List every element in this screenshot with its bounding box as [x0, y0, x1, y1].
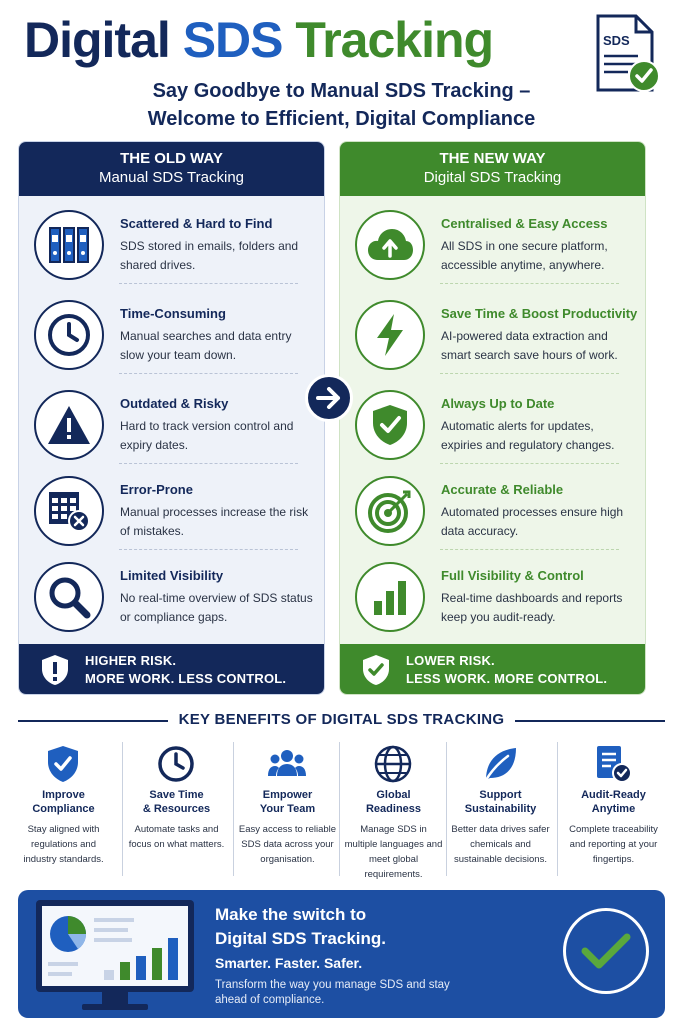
item-desc: AI-powered data extraction and smart search save hours of work.: [441, 329, 618, 362]
spreadsheet-error-icon: [34, 476, 104, 546]
shield-check-icon: [355, 390, 425, 460]
benefit-title: [10, 788, 117, 816]
old-way-panel: [18, 141, 325, 695]
cta-description: Transform the way you manage SDS and stay ahead of compliance.: [215, 979, 450, 1006]
item-desc: Manual searches and data entry slow your team down.: [120, 329, 292, 362]
page-title: [24, 10, 493, 70]
cta-line-1: Make the switch to: [215, 905, 367, 924]
item-title: Save Time & Boost Productivity: [441, 306, 638, 321]
lightning-icon: [355, 300, 425, 370]
subtitle-line-1: Say Goodbye to Manual SDS Tracking –: [152, 80, 531, 102]
team-icon: [267, 744, 307, 784]
dashboard-monitor-icon: [34, 898, 196, 1014]
benefit-title-line-2: Readiness: [365, 803, 422, 815]
binders-icon: [34, 210, 104, 280]
old-way-header: [19, 142, 324, 196]
item-title: Time-Consuming: [120, 306, 226, 321]
divider: [119, 373, 298, 374]
leaf-icon: [480, 744, 520, 784]
old-way-subheading: Manual SDS Tracking: [98, 169, 245, 186]
old-way-footer: [19, 644, 325, 694]
benefit-title-line-2: Your Team: [259, 803, 316, 815]
benefit-title-line-1: Audit-Ready: [581, 789, 646, 801]
new-way-item: [340, 198, 646, 284]
item-title: Outdated & Risky: [120, 396, 229, 411]
benefit-divider: [557, 742, 558, 876]
item-desc: Real-time dashboards and reports keep you audit-ready.: [441, 591, 623, 624]
shield-warning-icon: [39, 653, 71, 687]
benefit-title: [447, 788, 554, 816]
item-desc: Manual processes increase the risk of mistakes.: [120, 505, 309, 538]
benefits-title: KEY BENEFITS OF DIGITAL SDS TRACKING: [178, 711, 505, 728]
benefit-item: [234, 740, 341, 880]
logo-label: SDS: [603, 33, 630, 48]
item-title: Accurate & Reliable: [441, 482, 564, 497]
old-way-heading: THE OLD WAY: [120, 150, 223, 167]
item-title: Full Visibility & Control: [441, 568, 584, 583]
new-way-header: [340, 142, 645, 196]
magnifier-icon: [34, 562, 104, 632]
cloud-upload-icon: [355, 210, 425, 280]
item-title: Error-Prone: [120, 482, 193, 497]
benefit-desc: Automate tasks and focus on what matters.: [128, 824, 225, 850]
document-check-icon: [593, 744, 633, 784]
shield-check-icon: [43, 744, 83, 784]
benefit-item: [447, 740, 554, 880]
item-title: Always Up to Date: [441, 396, 555, 411]
new-way-item: [340, 378, 646, 464]
item-title: Limited Visibility: [120, 568, 224, 583]
clock-icon: [34, 300, 104, 370]
divider: [440, 373, 619, 374]
benefit-title-line-1: Save Time: [149, 789, 204, 801]
footer-line-1: HIGHER RISK.: [85, 653, 177, 668]
title-digital: Digital: [24, 12, 170, 68]
clock-icon: [156, 744, 196, 784]
old-way-item: [19, 198, 325, 284]
benefit-title-line-1: Empower: [262, 789, 313, 801]
benefit-title: [340, 788, 447, 816]
divider: [440, 283, 619, 284]
divider: [119, 283, 298, 284]
new-way-item: [340, 550, 646, 636]
title-sds: SDS: [182, 12, 283, 68]
benefit-desc: Easy access to reliable SDS data across your organisation.: [238, 824, 337, 865]
arrow-right-icon: [305, 374, 353, 422]
benefit-title-line-2: Compliance: [32, 803, 95, 815]
footer-line-2: LESS WORK. MORE CONTROL.: [406, 671, 608, 686]
benefit-item: [340, 740, 447, 880]
benefit-title: [234, 788, 341, 816]
benefit-title: [560, 788, 667, 816]
item-desc: Hard to track version control and expiry dates.: [120, 419, 294, 452]
benefit-title-line-2: Anytime: [591, 803, 636, 815]
item-desc: All SDS in one secure platform, accessible anytime, anywhere.: [441, 239, 608, 272]
footer-line-2: MORE WORK. LESS CONTROL.: [85, 671, 287, 686]
old-way-item: [19, 550, 325, 636]
benefit-title: [123, 788, 230, 816]
target-icon: [355, 476, 425, 546]
item-desc: SDS stored in emails, folders and shared drives.: [120, 239, 299, 272]
bar-chart-icon: [355, 562, 425, 632]
benefit-item: [560, 740, 667, 880]
old-way-item: [19, 378, 325, 464]
item-title: Scattered & Hard to Find: [120, 216, 273, 231]
benefit-title-line-2: Sustainability: [464, 803, 537, 815]
cta-banner: [18, 890, 665, 1018]
item-title: Centralised & Easy Access: [441, 216, 608, 231]
old-way-item: [19, 288, 325, 374]
new-way-subheading: Digital SDS Tracking: [423, 169, 562, 186]
subtitle-line-2: Welcome to Efficient, Digital Compliance: [147, 108, 536, 130]
new-way-item: [340, 288, 646, 374]
item-desc: No real-time overview of SDS status or compliance gaps.: [120, 591, 313, 624]
cta-line-2: Digital SDS Tracking.: [215, 929, 386, 948]
benefit-title-line-1: Improve: [42, 789, 85, 801]
old-way-footer-text: [85, 652, 286, 688]
new-way-footer: [340, 644, 646, 694]
new-way-heading: THE NEW WAY: [439, 150, 546, 167]
title-tracking: Tracking: [295, 12, 494, 68]
item-desc: Automatic alerts for updates, expiries and regulatory changes.: [441, 419, 615, 452]
benefit-title-line-1: Support: [479, 789, 522, 801]
benefit-desc: Manage SDS in multiple languages and meet global requirements.: [344, 824, 443, 880]
item-desc: Automated processes ensure high data accuracy.: [441, 505, 624, 538]
benefit-desc: Better data drives safer chemicals and sustainable decisions.: [451, 824, 550, 865]
benefit-item: [123, 740, 230, 880]
benefit-title-line-2: & Resources: [142, 803, 211, 815]
benefit-title-line-1: Global: [376, 789, 411, 801]
warning-icon: [34, 390, 104, 460]
benefit-desc: Complete traceability and reporting at your fingertips.: [569, 824, 658, 865]
benefit-desc: Stay aligned with regulations and industry standards.: [23, 824, 104, 865]
benefit-item: [10, 740, 117, 880]
new-way-footer-text: [406, 652, 607, 688]
cta-tagline: Smarter. Faster. Safer.: [215, 955, 363, 971]
footer-line-1: LOWER RISK.: [406, 653, 495, 668]
shield-check-icon: [360, 653, 392, 687]
globe-icon: [373, 744, 413, 784]
new-way-panel: [339, 141, 646, 695]
checkmark-icon: [563, 908, 649, 994]
old-way-item: [19, 464, 325, 550]
new-way-item: [340, 464, 646, 550]
